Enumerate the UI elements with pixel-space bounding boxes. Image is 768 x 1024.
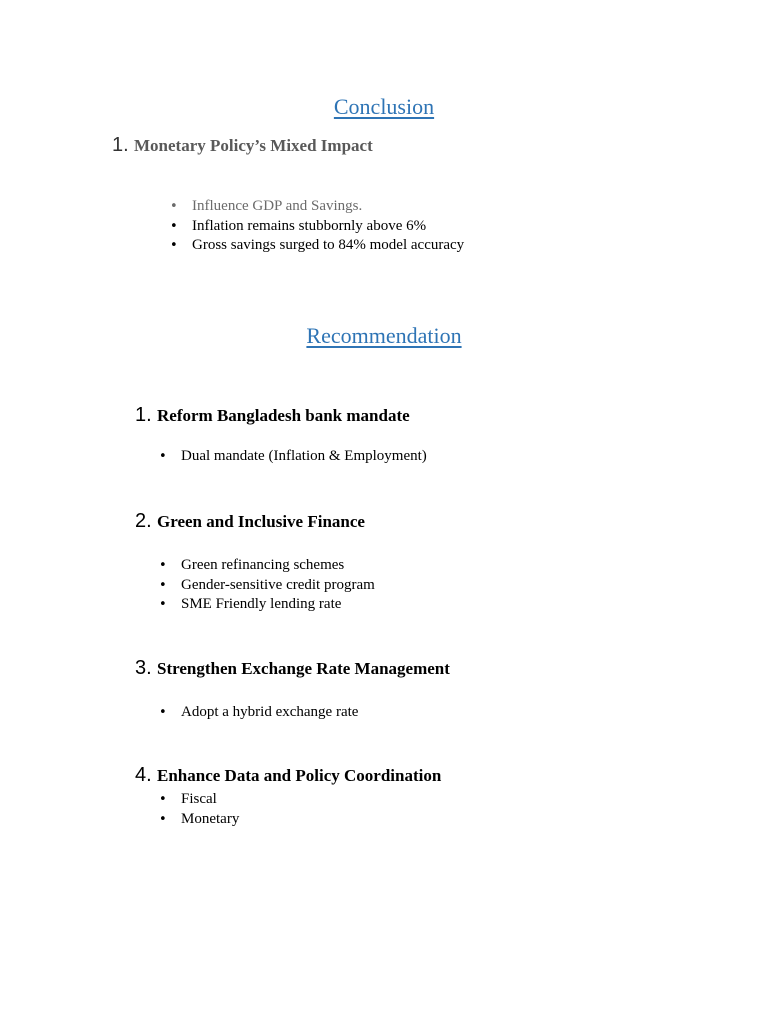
list-item: • Monetary xyxy=(181,810,239,830)
recommendation-4-bullet-list xyxy=(159,790,240,829)
conclusion-item-1 xyxy=(112,134,373,157)
list-item: • Green refinancing schemes xyxy=(181,556,375,576)
item-title: Reform Bangladesh bank mandate xyxy=(157,406,410,425)
item-number: 3. xyxy=(135,657,152,679)
bullet-icon: • xyxy=(170,218,178,234)
bullet-icon: • xyxy=(159,705,167,720)
bullet-icon: • xyxy=(159,597,167,612)
conclusion-bullet-list xyxy=(170,197,465,256)
recommendation-item-4 xyxy=(135,764,441,787)
bullet-icon: • xyxy=(170,238,178,253)
item-number: 4. xyxy=(135,764,152,786)
recommendation-1-bullet-list xyxy=(159,447,427,467)
recommendation-item-3 xyxy=(135,657,450,680)
list-item: • SME Friendly lending rate xyxy=(181,595,375,615)
bullet-icon: • xyxy=(159,577,167,593)
bullet-icon: • xyxy=(159,792,167,807)
recommendation-2-bullet-list xyxy=(159,556,375,615)
item-title: Green and Inclusive Finance xyxy=(157,512,365,531)
item-number: 1. xyxy=(135,404,152,426)
recommendation-item-2 xyxy=(135,510,365,533)
item-title: Monetary Policy’s Mixed Impact xyxy=(134,136,373,155)
item-number: 2. xyxy=(135,510,152,532)
item-title: Enhance Data and Policy Coordination xyxy=(157,766,442,785)
item-number: 1. xyxy=(112,134,129,156)
list-item: • Gross savings surged to 84% model accuracy xyxy=(192,236,464,256)
bullet-icon: • xyxy=(159,449,167,464)
item-title: Strengthen Exchange Rate Management xyxy=(157,659,450,678)
list-item: • Gender-sensitive credit program xyxy=(181,576,375,596)
recommendation-item-1 xyxy=(135,404,410,427)
recommendation-heading: Recommendation xyxy=(306,323,462,348)
recommendation-3-bullet-list xyxy=(159,703,359,723)
list-item: • Inflation remains stubbornly above 6% xyxy=(192,217,464,237)
list-item: • Dual mandate (Inflation & Employment) xyxy=(181,447,427,467)
conclusion-heading: Conclusion xyxy=(333,94,435,119)
list-item: • Influence GDP and Savings. xyxy=(192,197,464,217)
list-item: • Adopt a hybrid exchange rate xyxy=(181,703,358,723)
bullet-icon: • xyxy=(159,558,167,573)
bullet-icon: • xyxy=(159,811,167,827)
bullet-icon: • xyxy=(170,199,178,214)
list-item: • Fiscal xyxy=(181,790,239,810)
